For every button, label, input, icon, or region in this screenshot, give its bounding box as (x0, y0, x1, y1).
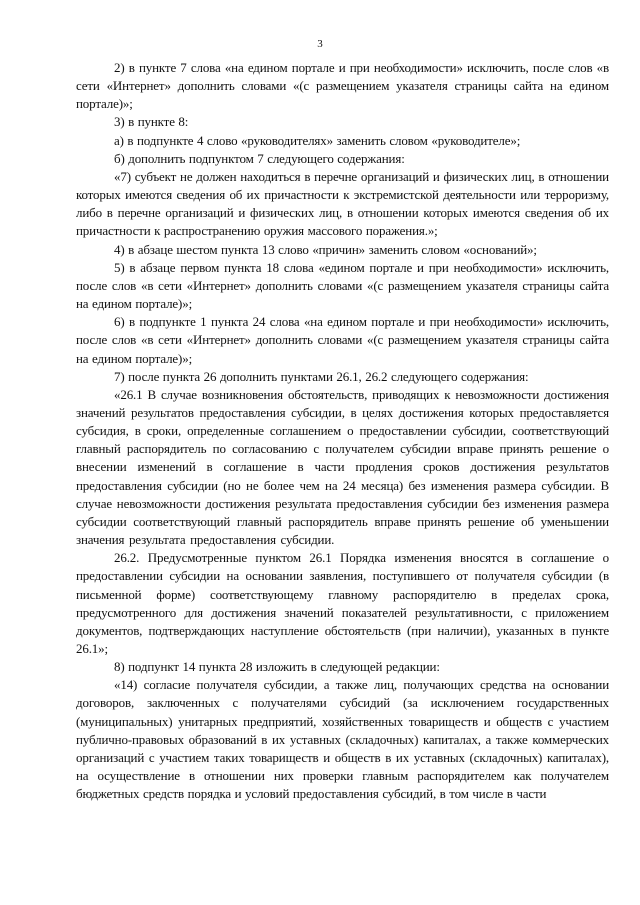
document-body (76, 59, 609, 803)
paragraph-item-5: 5) в абзаце первом пункта 18 слова «едином портале и при необходимости» исключить, после слов «в сети «Интернет» дополнить словами «(с размещением указателя страницы сайта на едином портале)»; (76, 259, 609, 312)
paragraph-subitem-a: а) в подпункте 4 слово «руководителях» заменить словом «руководителе»; (114, 132, 521, 148)
paragraph-item-7: 7) после пункта 26 дополнить пунктами 26.1, 26.2 следующего содержания: (114, 368, 529, 384)
paragraph-clause-26-2: 26.2. Предусмотренные пунктом 26.1 Порядка изменения вносятся в соглашение о предоставлении субсидии на основании заявления, поступившего от получателя субсидии (в письменной форме) соответствующему главному распорядителю в пределах срока, предусмотренного для достижения значений показателей результативности, с приложением документов, подтверждающих наступление обстоятельств (при наличии), указанных в пункте 26.1»; (76, 550, 609, 656)
paragraph-clause-26-1: «26.1 В случае возникновения обстоятельств, приводящих к невозможности достижения значений результатов предоставления субсидии, в целях достижения которых предоставляется субсидия, в сроки, определенные соглашением о предоставлении субсидии, соответствующий главный распорядитель по согласованию с получателем субсидии вправе принять решение о внесении изменений в соглашение в части продления сроков достижения результатов предоставления субсидии (но не более чем на 24 месяца) без изменения размера субсидии. В случае невозможности достижения результата предоставления субсидии без изменения размера субсидии соответствующий главный распорядитель вправе принять решение об уменьшении значения результата предоставления субсидии. (76, 386, 609, 548)
paragraph-subitem-b: б) дополнить подпунктом 7 следующего содержания: (114, 150, 405, 166)
paragraph-quote-7: «7) субъект не должен находиться в перечне организаций и физических лиц, в отношении которых имеются сведения об их причастности к экстремистской деятельности или терроризму, либо в перечне организаций и физических лиц, в отношении которых имеются сведения об их причастности к распространению оружия массового поражения.»; (76, 168, 609, 239)
paragraph-item-3: 3) в пункте 8: (114, 114, 189, 130)
paragraph-item-8: 8) подпункт 14 пункта 28 изложить в следующей редакции: (114, 659, 440, 675)
paragraph-item-6: 6) в подпункте 1 пункта 24 слова «на едином портале и при необходимости» исключить, после слов «в сети «Интернет» дополнить словами «(с размещением указателя страницы сайта на едином портале)»; (76, 314, 609, 366)
paragraph-item-2: 2) в пункте 7 слова «на едином портале и при необходимости» исключить, после слов «в сети «Интернет» дополнить словами «(с размещением указателя страницы сайта на едином портале)»; (76, 60, 609, 112)
paragraph-item-4: 4) в абзаце шестом пункта 13 слово «причин» заменить словом «оснований»; (114, 241, 537, 257)
paragraph-quote-14: «14) согласие получателя субсидии, а также лиц, получающих средства на основании договоров, заключенных с получателями субсидий (за исключением государственных (муниципальных) унитарных предприятий, хозяйственных товариществ и обществ с участием публично-правовых образований в их уставных (складочных) капиталах, а также коммерческих организаций с участием таких товариществ и обществ в их уставных (складочных) капиталах), на осуществление в отношении них проверки главным распорядителем как получателем бюджетных средств порядка и условий предоставления субсидий, в том числе в части (76, 677, 609, 802)
page-number: 3 (317, 38, 323, 50)
